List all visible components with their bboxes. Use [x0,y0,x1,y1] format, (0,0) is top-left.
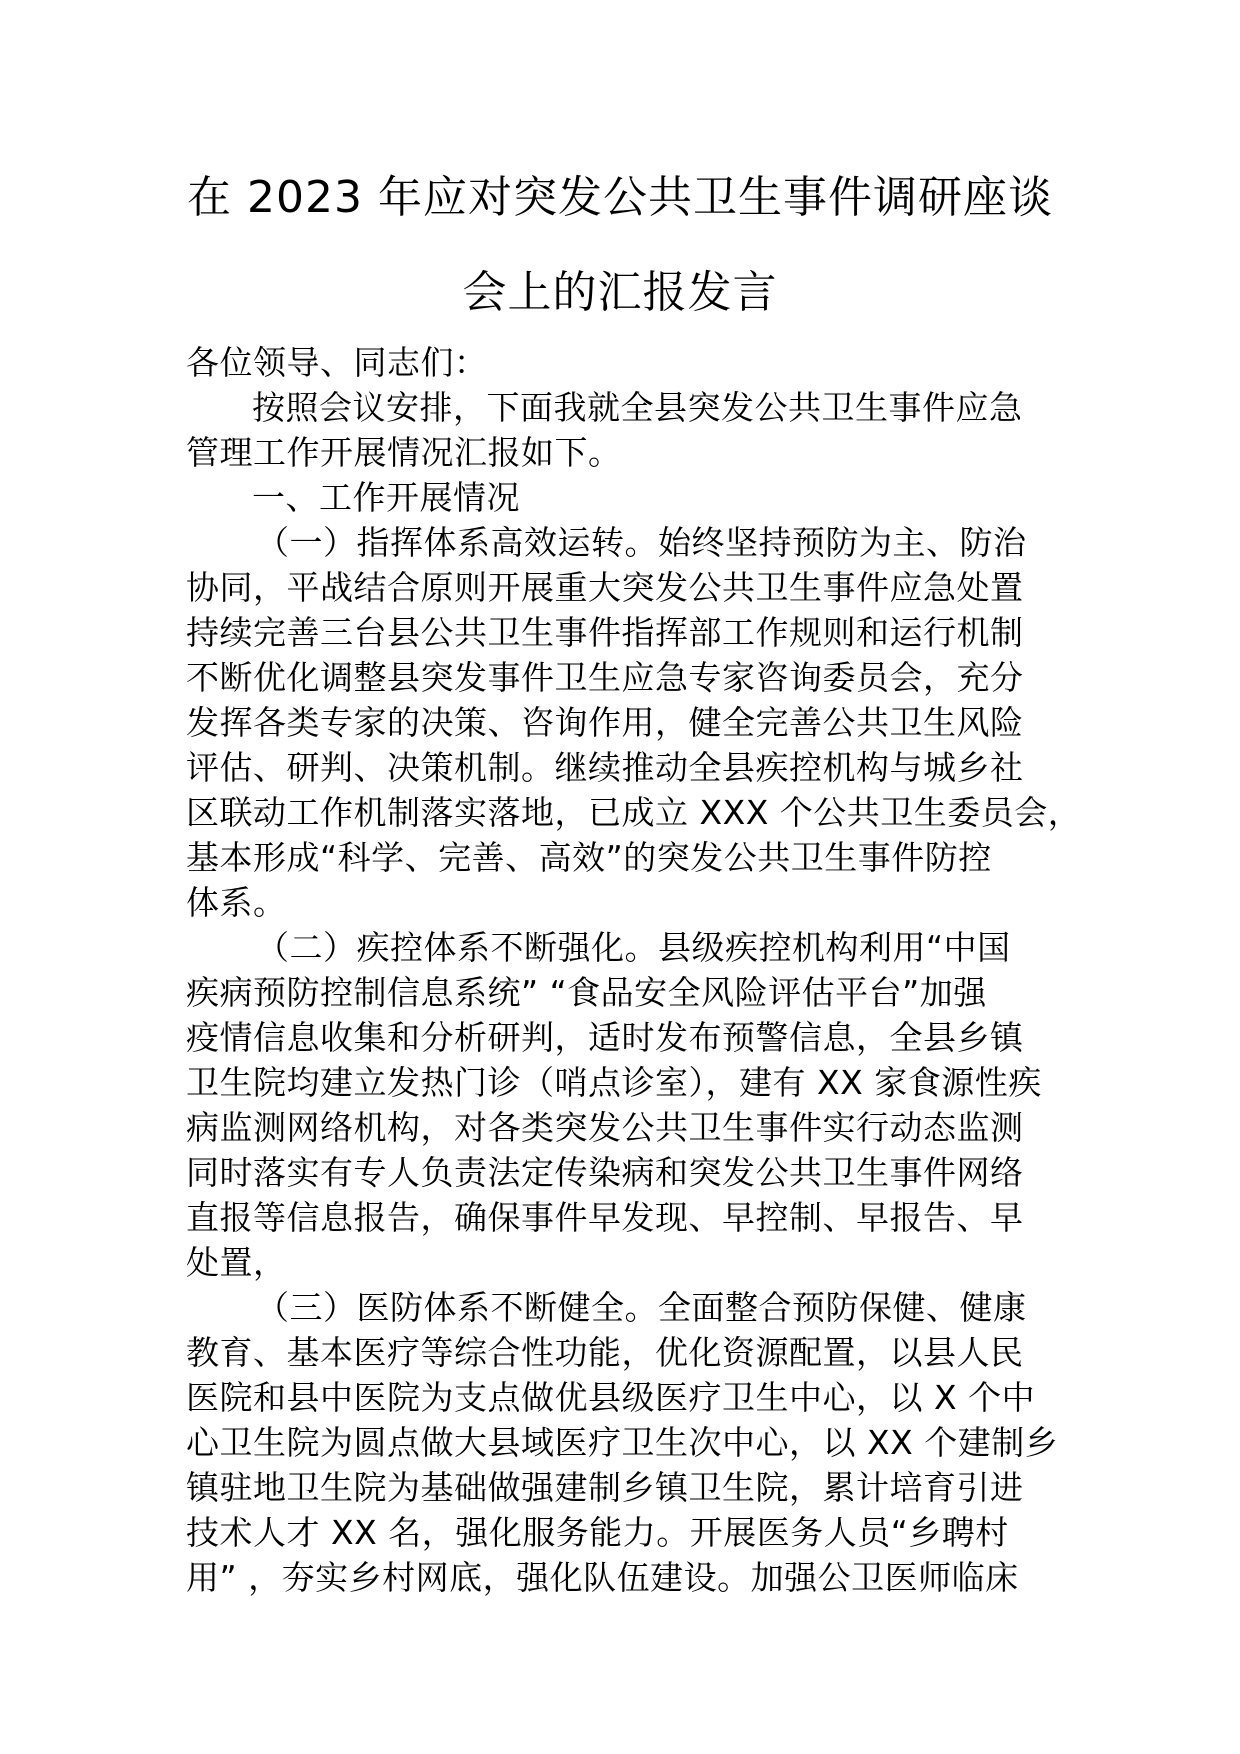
paragraph-1-line: 不断优化调整县突发事件卫生应急专家咨询委员会，充分 [186,658,1024,697]
paragraph-1-line: （一）指挥体系高效运转。始终坚持预防为主、防治 [256,523,1027,562]
salutation: 各位领导、同志们： [186,343,488,382]
paragraph-2-line: （二）疾控体系不断强化。县级疾控机构利用“中国 [256,928,1011,967]
paragraph-intro-line: 管理工作开展情况汇报如下。 [186,433,622,472]
paragraph-3-line: 教育、基本医疗等综合性功能，优化资源配置，以县人民 [186,1333,1024,1372]
paragraph-2-line: 疾病预防控制信息系统” “食品安全风险评估平台”加强 [186,973,987,1012]
paragraph-intro-line: 按照会议安排，下面我就全县突发公共卫生事件应急 [252,388,1023,427]
paragraph-2-line: 卫生院均建立发热门诊（哨点诊室），建有 XX 家食源性疾 [186,1063,1042,1102]
paragraph-1-line: 协同，平战结合原则开展重大突发公共卫生事件应急处置 [186,568,1024,607]
document-title-line-1: 在 2023 年应对突发公共卫生事件调研座谈 [187,172,1053,223]
paragraph-1-line: 评估、研判、决策机制。继续推动全县疾控机构与城乡社 [186,748,1024,787]
paragraph-2-line: 处置， [186,1243,287,1282]
section-heading: 一、工作开展情况 [252,478,520,517]
document-body [186,340,1082,1600]
paragraph-2-line: 病监测网络机构，对各类突发公共卫生事件实行动态监测 [186,1108,1024,1147]
paragraph-3-line: （三）医防体系不断健全。全面整合预防保健、健康 [256,1288,1027,1327]
paragraph-2-line: 同时落实有专人负责法定传染病和突发公共卫生事件网络 [186,1153,1024,1192]
paragraph-1-line: 区联动工作机制落实落地，已成立 XXX 个公共卫生委员会， [186,793,1082,832]
paragraph-1-line: 持续完善三台县公共卫生事件指挥部工作规则和运行机制 [186,613,1024,652]
paragraph-2-line: 疫情信息收集和分析研判，适时发布预警信息，全县乡镇 [186,1018,1024,1057]
paragraph-3-line: 镇驻地卫生院为基础做强建制乡镇卫生院，累计培育引进 [186,1468,1024,1507]
paragraph-2-line: 直报等信息报告，确保事件早发现、早控制、早报告、早 [186,1198,1024,1237]
paragraph-1-line: 基本形成“科学、完善、高效”的突发公共卫生事件防控 [186,838,992,877]
document-title-line-2: 会上的汇报发言 [462,267,778,318]
paragraph-1-line: 体系。 [186,883,287,922]
paragraph-3-line: 心卫生院为圆点做大县域医疗卫生次中心，以 XX 个建制乡 [186,1423,1059,1462]
paragraph-3-line: 医院和县中医院为支点做优县级医疗卫生中心，以 X 个中 [186,1378,1036,1417]
paragraph-3-line: 用” ，夯实乡村网底，强化队伍建设。加强公卫医师临床 [186,1558,1019,1597]
paragraph-3-line: 技术人才 XX 名，强化服务能力。开展医务人员“乡聘村 [186,1513,1009,1552]
paragraph-1-line: 发挥各类专家的决策、咨询作用，健全完善公共卫生风险 [186,703,1024,742]
